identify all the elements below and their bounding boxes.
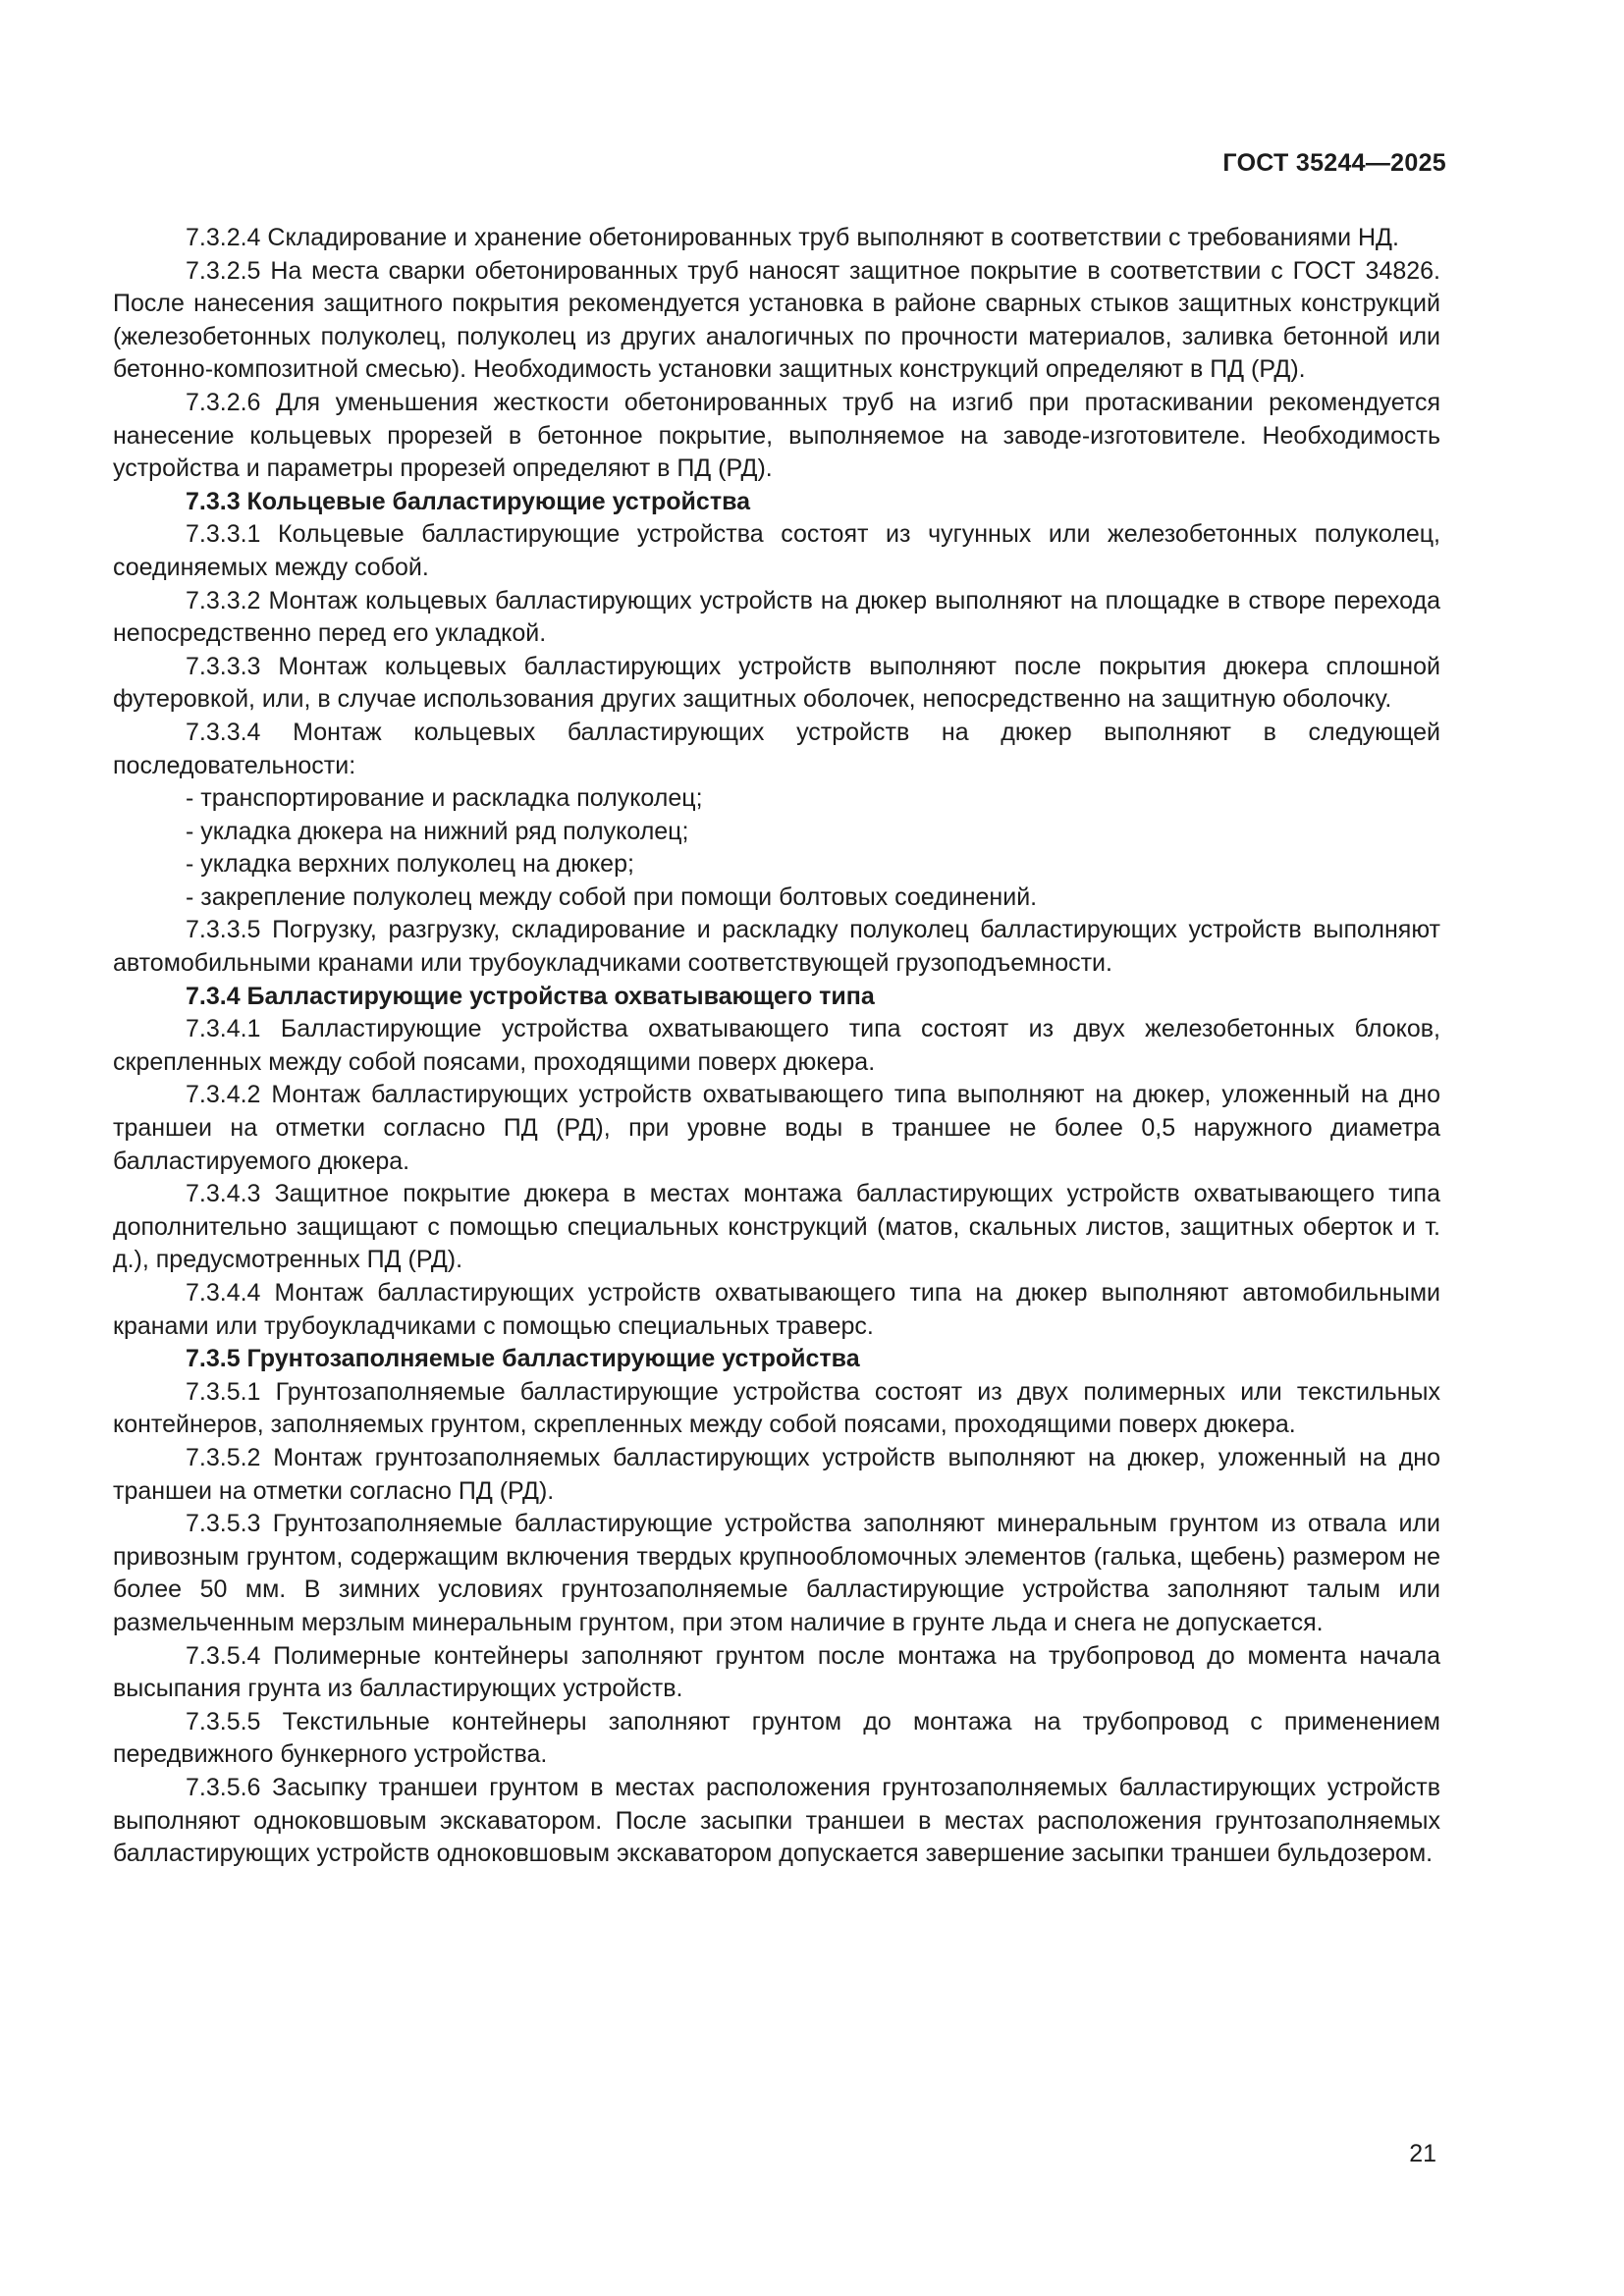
document-id-header: ГОСТ 35244—2025 [1222,149,1446,177]
section-heading: 7.3.5 Грунтозаполняемые балластирующие устройства [186,1345,860,1373]
list-item: - закрепление полуколец между собой при помощи болтовых соединений. [186,882,1038,911]
paragraph: 7.3.5.6 Засыпку траншеи грунтом в местах расположения грунтозаполняемых балластирующих устройств выполняют одноковшовым экскаватором. После засыпки траншеи в местах расположения грунтозаполняемых балластирующих устройств одноковшовым экскаватором допускается завершение засыпки траншеи бульдозером. [113,1773,1440,1868]
paragraph: 7.3.4.2 Монтаж балластирующих устройств охватывающего типа выполняют на дюкер, уложенный на дно траншеи на отметки согласно ПД (РД), при уровне воды в траншее не более 0,5 наружного диаметра балластируемого дюкера. [113,1081,1440,1175]
list-item: - укладка верхних полуколец на дюкер; [186,850,634,879]
list-item: - укладка дюкера на нижний ряд полуколец; [186,817,689,845]
paragraph: 7.3.5.3 Грунтозаполняемые балластирующие устройства заполняют минеральным грунтом из отвала или привозным грунтом, содержащим включения твердых крупнообломочных элементов (галька, щебень) размером не более 50 мм. В зимних условиях грунтозаполняемые балластирующие устройства заполняют талым или размельченным мерзлым минеральным грунтом, при этом наличие в грунте льда и снега не допускается. [113,1510,1440,1636]
paragraph: 7.3.2.5 На места сварки обетонированных труб наносят защитное покрытие в соответствии с ГОСТ 34826. После нанесения защитного покрытия рекомендуется установка в районе сварных стыков защитных конструкций (железобетонных полуколец, полуколец из других аналогичных по прочности материалов, заливка бетонной или бетонно-композитной смесью). Необходимость установки защитных конструкций определяют в ПД (РД). [113,256,1440,384]
paragraph: 7.3.3.3 Монтаж кольцевых балластирующих устройств выполняют после покрытия дюкера сплошной футеровкой, или, в случае использования других защитных оболочек, непосредственно на защитную оболочку. [113,652,1440,714]
paragraph: 7.3.2.6 Для уменьшения жесткости обетонированных труб на изгиб при протаскивании рекомендуется нанесение кольцевых прорезей в бетонное покрытие, выполняемое на заводе-изготовителе. Необходимость устройства и параметры прорезей определяют в ПД (РД). [113,388,1440,483]
paragraph: 7.3.5.2 Монтаж грунтозаполняемых балластирующих устройств выполняют на дюкер, уложенный на дно траншеи на отметки согласно ПД (РД). [113,1443,1440,1505]
paragraph: 7.3.5.5 Текстильные контейнеры заполняют грунтом до монтажа на трубопровод с применением передвижного бункерного устройства. [113,1707,1440,1769]
section-heading: 7.3.3 Кольцевые балластирующие устройства [186,487,751,515]
paragraph: 7.3.4.3 Защитное покрытие дюкера в местах монтажа балластирующих устройств охватывающего типа дополнительно защищают с помощью специальных конструкций (матов, скальных листов, защитных оберток и т. д.), предусмотренных ПД (РД). [113,1180,1440,1274]
paragraph: 7.3.3.5 Погрузку, разгрузку, складирование и раскладку полуколец балластирующих устройств выполняют автомобильными кранами или трубоукладчиками соответствующей грузоподъемности. [113,916,1440,978]
paragraph: 7.3.5.1 Грунтозаполняемые балластирующие устройства состоят из двух полимерных или текстильных контейнеров, заполняемых грунтом, скрепленных между собой поясами, проходящими поверх дюкера. [113,1377,1440,1439]
document-body [113,222,1440,1871]
paragraph: 7.3.4.4 Монтаж балластирующих устройств охватывающего типа на дюкер выполняют автомобильными кранами или трубоукладчиками с помощью специальных траверс. [113,1279,1440,1340]
paragraph: 7.3.5.4 Полимерные контейнеры заполняют грунтом после монтажа на трубопровод до момента начала высыпания грунта из балластирующих устройств. [113,1641,1440,1703]
paragraph: 7.3.2.4 Складирование и хранение обетонированных труб выполняют в соответствии с требованиями НД. [186,224,1399,251]
section-heading: 7.3.4 Балластирующие устройства охватывающего типа [186,982,875,1010]
list-item: - транспортирование и раскладка полуколец; [186,784,703,813]
paragraph: 7.3.3.4 Монтаж кольцевых балластирующих устройств на дюкер выполняют в следующей последовательности: [113,718,1440,779]
paragraph: 7.3.3.1 Кольцевые балластирующие устройства состоят из чугунных или железобетонных полуколец, соединяемых между собой. [113,520,1440,581]
paragraph: 7.3.3.2 Монтаж кольцевых балластирующих устройств на дюкер выполняют на площадке в створе перехода непосредственно перед его укладкой. [113,586,1440,648]
page-number: 21 [1409,2140,1436,2167]
paragraph: 7.3.4.1 Балластирующие устройства охватывающего типа состоят из двух железобетонных блоков, скрепленных между собой поясами, проходящими поверх дюкера. [113,1015,1440,1076]
